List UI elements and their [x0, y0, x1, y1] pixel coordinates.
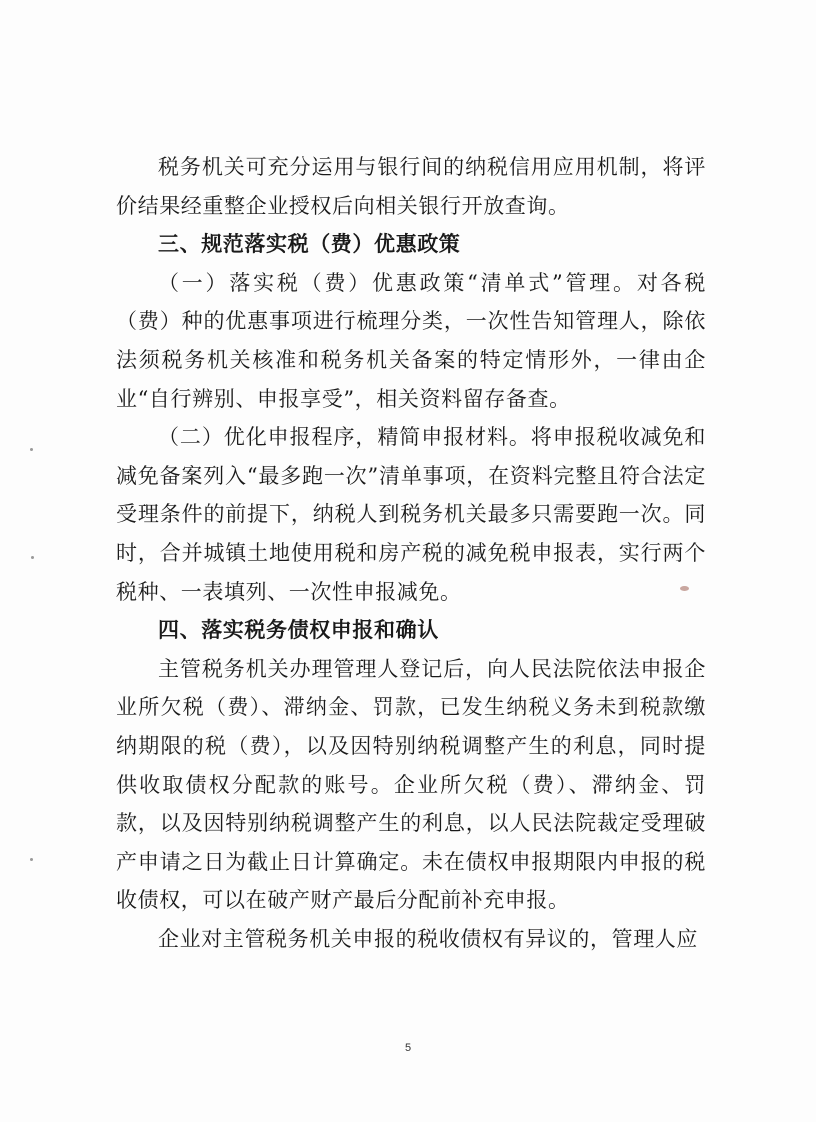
- page-number: 5: [404, 1042, 412, 1054]
- heading-tax-preference-policy: 三、规范落实税（费）优惠政策: [158, 231, 461, 257]
- paragraph-claim-objection: 企业对主管税务机关申报的税收债权有异议的，管理人应: [158, 926, 698, 951]
- scan-speck: [31, 556, 34, 559]
- scan-speck: [30, 858, 33, 861]
- scan-speck: [30, 448, 33, 451]
- heading-tax-claim-declaration: 四、落实税务债权申报和确认: [158, 617, 439, 643]
- paragraph-claim-filing: 主管税务机关办理管理人登记后，向人民法院依法申报企业所欠税（费）、滞纳金、罚款，已发生纳税义务未到税款缴纳期限的税（费），以及因特别纳税调整产生的利息，同时提供收取债权分配款的账号。企业所欠税（费）、滞纳金、罚款，以及因特别纳税调整产生的利息，以人民法院裁定受理破产申请之日为截止日计算确定。未在债权申报期限内申报的税收债权，可以在破产财产最后分配前补充申报。: [116, 656, 706, 913]
- scan-smudge: [680, 586, 689, 591]
- paragraph-checklist-management: （一）落实税（费）优惠政策“清单式”管理。对各税（费）种的优惠事项进行梳理分类，一次性告知管理人，除依法须税务机关核准和税务机关备案的特定情形外，一律由企业“自行辨别、申报享受”，相关资料留存备查。: [116, 270, 706, 411]
- document-body: [116, 148, 706, 958]
- paragraph-credit-query: 税务机关可充分运用与银行间的纳税信用应用机制，将评价结果经重整企业授权后向相关银行开放查询。: [116, 155, 706, 218]
- paragraph-simplify-declaration: （二）优化申报程序，精简申报材料。将申报税收减免和减免备案列入“最多跑一次”清单事项，在资料完整且符合法定受理条件的前提下，纳税人到税务机关最多只需要跑一次。同时，合并城镇土地使用税和房产税的减免税申报表，实行两个税种、一表填列、一次性申报减免。: [116, 425, 706, 604]
